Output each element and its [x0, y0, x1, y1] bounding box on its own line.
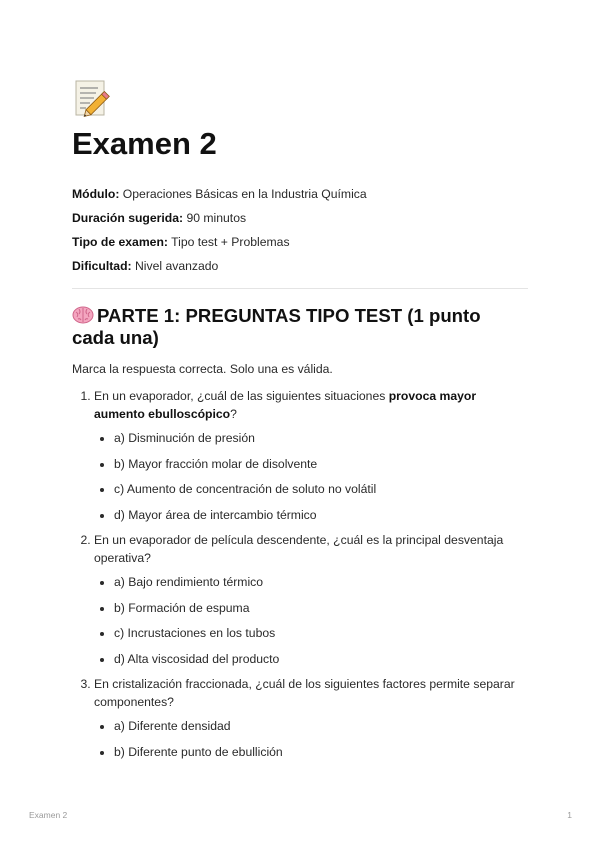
option-item: • a) Diferente densidad	[114, 717, 528, 735]
meta-label: Duración sugerida:	[72, 211, 184, 225]
brain-icon	[72, 306, 94, 324]
option-item: • b) Mayor fracción molar de disolvente	[114, 455, 528, 473]
meta-value: Tipo test + Problemas	[171, 235, 290, 249]
question-text: En un evaporador de película descendente, ¿cuál es la principal desventaja operativa?	[94, 533, 504, 565]
document-page	[72, 78, 528, 768]
footer-page-number: 1	[567, 810, 572, 820]
question-text: En un evaporador, ¿cuál de las siguientes situaciones	[94, 389, 389, 403]
option-item: • c) Aumento de concentración de soluto no volátil	[114, 480, 528, 498]
option-list	[94, 429, 528, 524]
question-item	[94, 531, 528, 668]
option-list	[94, 717, 528, 761]
option-item: • d) Alta viscosidad del producto	[114, 650, 528, 668]
meta-label: Dificultad:	[72, 259, 132, 273]
meta-row-module	[72, 186, 528, 202]
page-title: Examen 2	[72, 126, 217, 161]
meta-label: Módulo:	[72, 187, 120, 201]
footer-document-name: Examen 2	[29, 810, 68, 820]
meta-value: 90 minutos	[186, 211, 247, 225]
memo-icon	[72, 78, 112, 118]
option-item: • a) Bajo rendimiento térmico	[114, 573, 528, 591]
exam-metadata	[72, 186, 528, 274]
meta-row-difficulty	[72, 258, 528, 274]
option-list	[94, 573, 528, 668]
question-text: En cristalización fraccionada, ¿cuál de los siguientes factores permite separar componentes?	[94, 677, 515, 709]
question-item	[94, 387, 528, 524]
option-item: • d) Mayor área de intercambio térmico	[114, 506, 528, 524]
meta-label: Tipo de examen:	[72, 235, 168, 249]
meta-row-exam-type	[72, 234, 528, 250]
question-text-end: ?	[230, 407, 237, 421]
option-item: • a) Disminución de presión	[114, 429, 528, 447]
divider	[72, 288, 528, 289]
meta-value: Operaciones Básicas en la Industria Química	[122, 187, 367, 201]
question-list	[72, 387, 528, 761]
question-emphasis: provoca mayor aumento ebulloscópico	[94, 389, 477, 421]
option-item: • c) Incrustaciones en los tubos	[114, 624, 528, 642]
section-intro: Marca la respuesta correcta. Solo una es válida.	[72, 362, 333, 376]
question-item	[94, 675, 528, 761]
section-title: PARTE 1: PREGUNTAS TIPO TEST (1 punto cada una)	[72, 305, 481, 348]
meta-row-duration	[72, 210, 528, 226]
section-heading	[72, 305, 528, 349]
option-item: • b) Diferente punto de ebullición	[114, 743, 528, 761]
option-item: • b) Formación de espuma	[114, 599, 528, 617]
meta-value: Nivel avanzado	[134, 259, 219, 273]
